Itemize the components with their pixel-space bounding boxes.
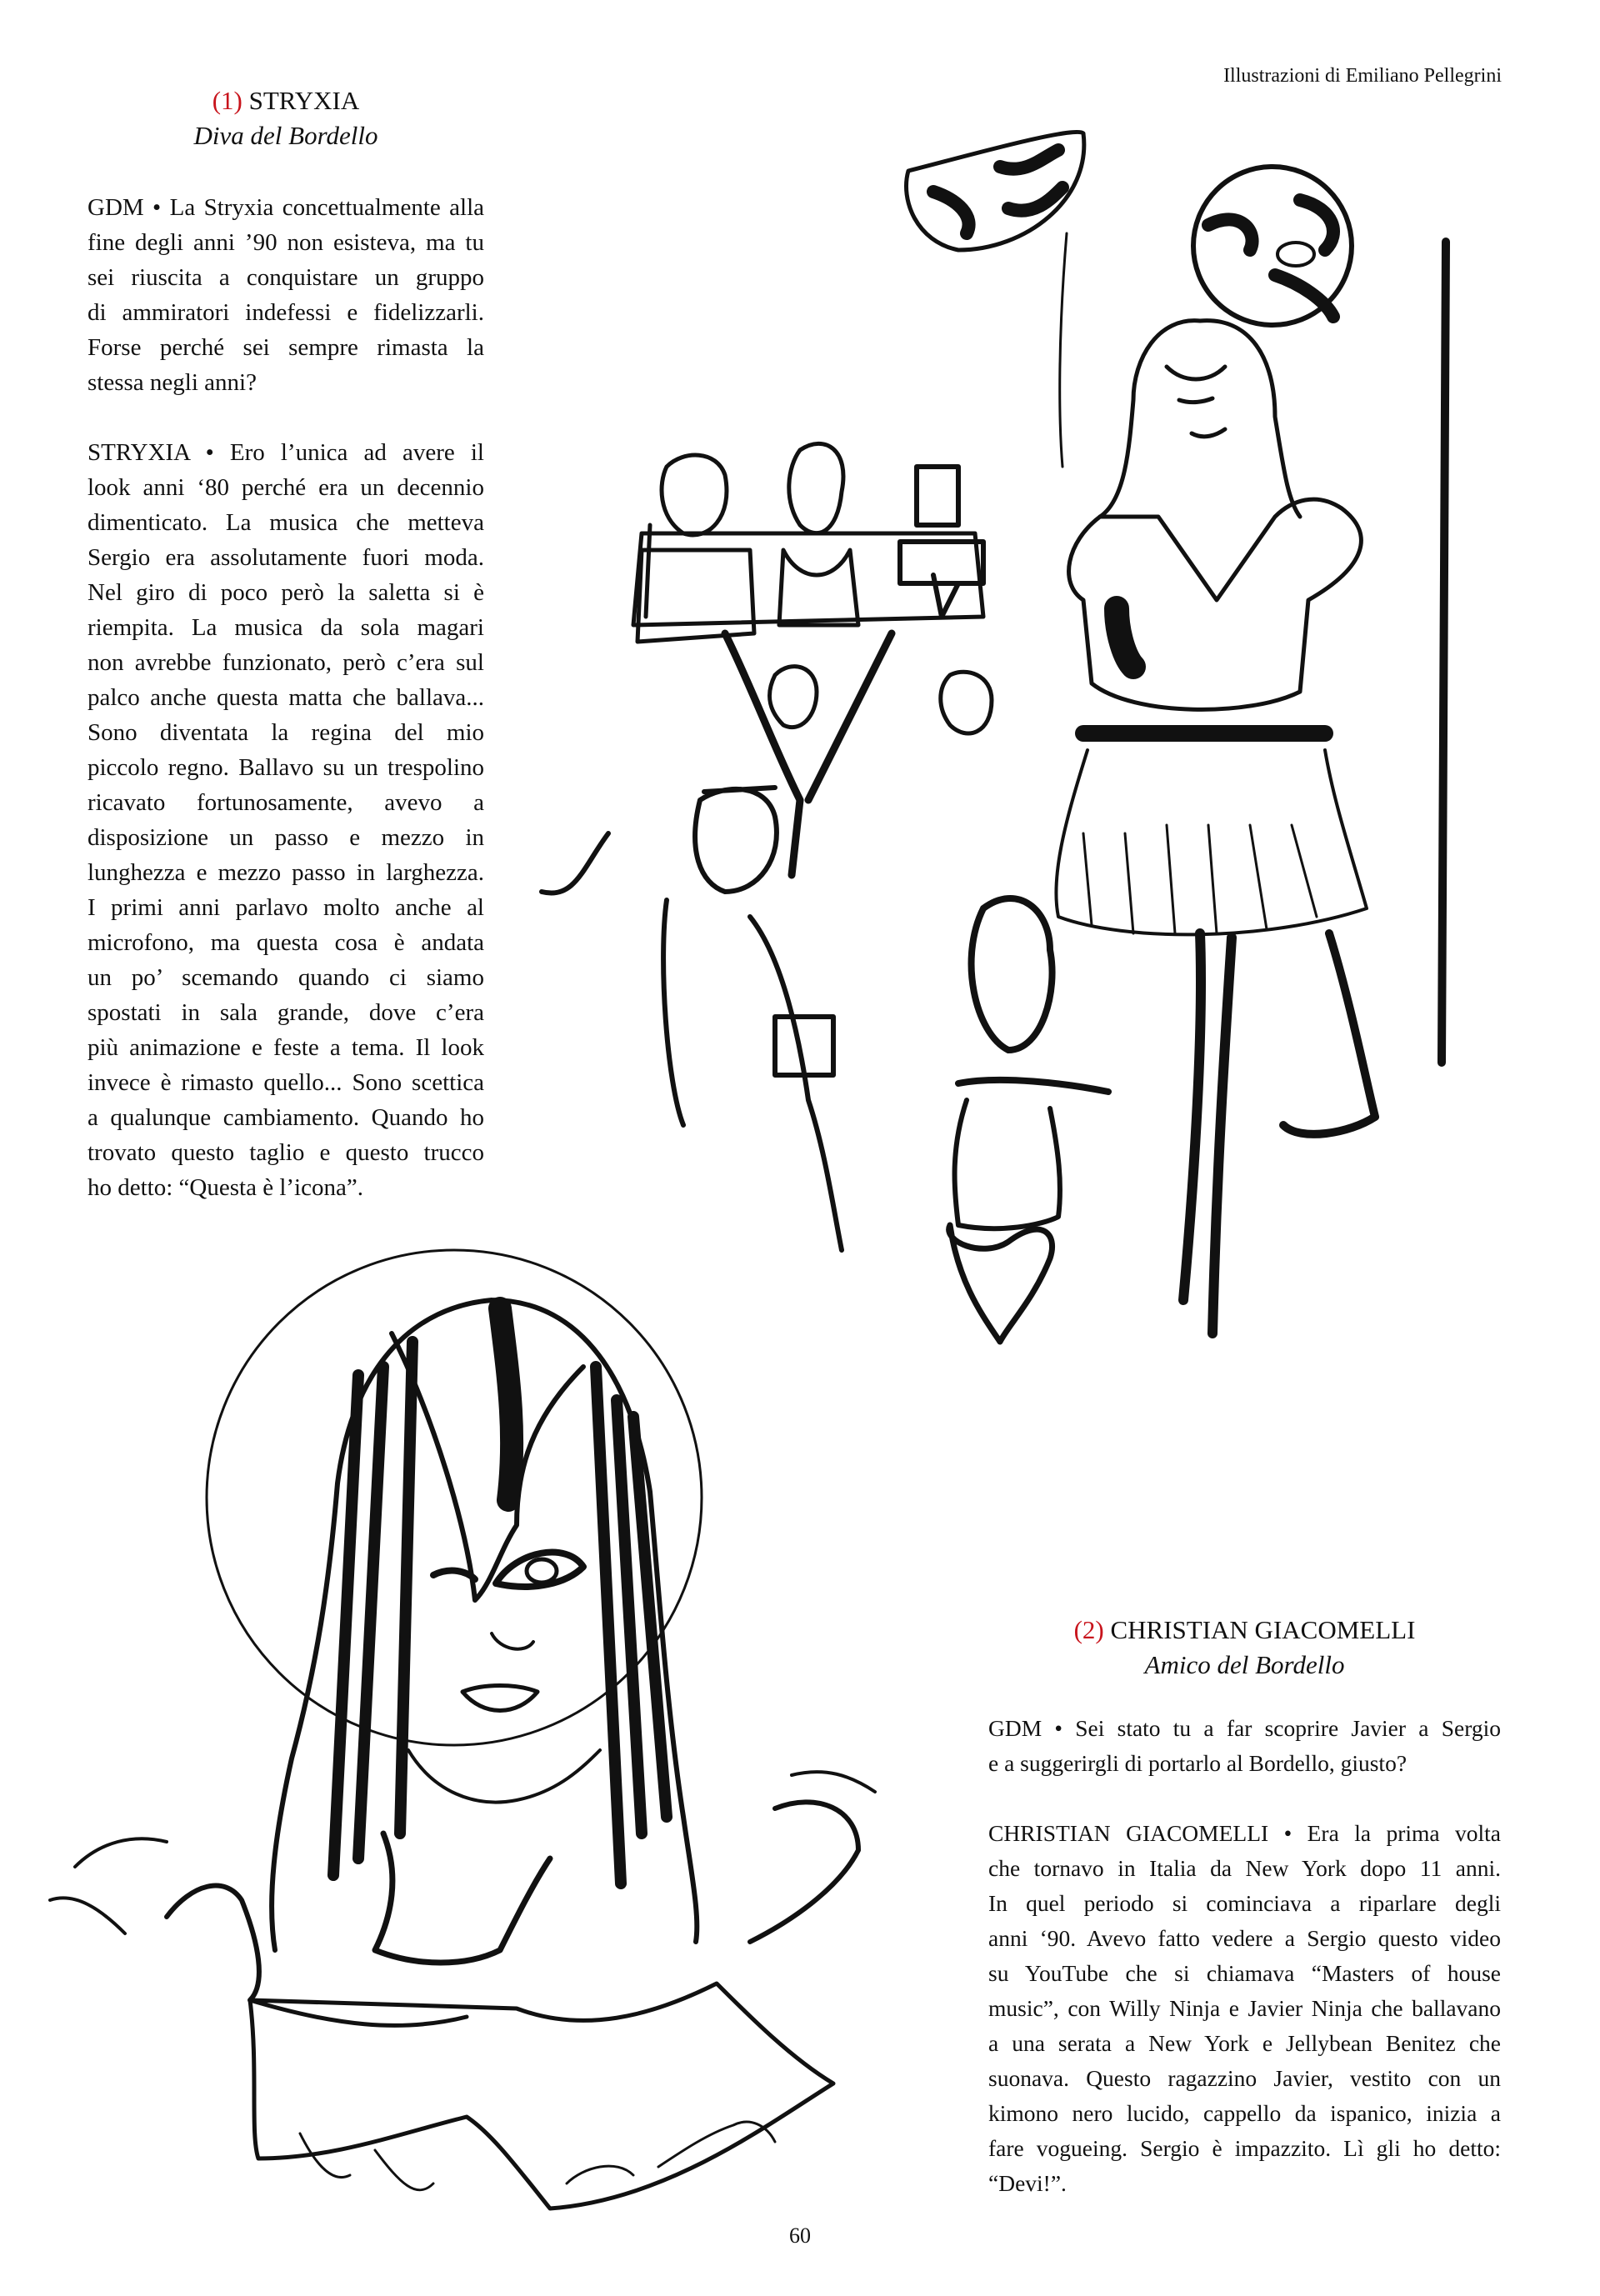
text-line: Forse perché sei sempre rimasta la bbox=[88, 334, 484, 361]
text-line: microfono, ma questa cosa è andata bbox=[88, 929, 484, 956]
text-line: kimono nero lucido, cappello da ispanico, inizia a bbox=[988, 2100, 1501, 2126]
text-line: palco anche questa matta che ballava... bbox=[88, 684, 484, 711]
text-line: suonava. Questo ragazzino Javier, vestito con un bbox=[988, 2065, 1501, 2091]
text-line: fare vogueing. Sergio è impazzito. Lì gli ho detto: bbox=[988, 2135, 1501, 2161]
text-line: piccolo regno. Ballavo su un trespolino bbox=[88, 754, 484, 781]
text-line: Sono diventata la regina del mio bbox=[88, 719, 484, 746]
illustration-credit: Illustrazioni di Emiliano Pellegrini bbox=[1223, 65, 1502, 87]
text-line: look anni ‘80 perché era un decennio bbox=[88, 474, 484, 501]
text-line: a qualunque cambiamento. Quando ho bbox=[88, 1104, 484, 1131]
text-line: non avrebbe funzionato, però c’era sul bbox=[88, 649, 484, 676]
section-2-number: (2) bbox=[1073, 1615, 1104, 1644]
text-line: Nel giro di poco però la saletta si è bbox=[88, 579, 484, 606]
text-line: che tornavo in Italia da New York dopo 11 anni. bbox=[988, 1855, 1501, 1881]
text-line: I primi anni parlavo molto anche al bbox=[88, 894, 484, 921]
text-line: spostati in sala grande, dove c’era bbox=[88, 999, 484, 1026]
text-line: anni ‘90. Avevo fatto vedere a Sergio questo video bbox=[988, 1925, 1501, 1951]
text-line: dimenticato. La musica che metteva bbox=[88, 509, 484, 536]
text-line: STRYXIA • Ero l’unica ad avere il bbox=[88, 439, 484, 466]
text-line: di ammiratori indefessi e fidelizzarli. bbox=[88, 299, 484, 326]
section-1-name: STRYXIA bbox=[248, 86, 360, 115]
text-line: stessa negli anni? bbox=[88, 369, 257, 396]
text-line: su YouTube che si chiamava “Masters of house bbox=[988, 1960, 1501, 1986]
page-number: 60 bbox=[789, 2223, 811, 2248]
text-line: GDM • La Stryxia concettualmente alla bbox=[88, 194, 484, 221]
text-line: a una serata a New York e Jellybean Benitez che bbox=[988, 2030, 1501, 2056]
text-line: disposizione un passo e mezzo in bbox=[88, 824, 484, 851]
text-line: più animazione e feste a tema. Il look bbox=[88, 1034, 484, 1061]
text-line: ho detto: “Questa è l’icona”. bbox=[88, 1174, 363, 1201]
text-line: fine degli anni ’90 non esisteva, ma tu bbox=[88, 229, 484, 256]
text-line: e a suggerirgli di portarlo al Bordello, giusto? bbox=[988, 1750, 1408, 1776]
text-line: sei riuscita a conquistare un gruppo bbox=[88, 264, 484, 291]
text-line: Sergio era assolutamente fuori moda. bbox=[88, 544, 484, 571]
text-line: invece è rimasto quello... Sono scettica bbox=[88, 1069, 484, 1096]
stryxia-portrait-illustration bbox=[50, 1250, 875, 2208]
text-line: un po’ scemando quando ci siamo bbox=[88, 964, 484, 991]
section-2-subtitle: Amico del Bordello bbox=[1144, 1650, 1345, 1679]
text-line: In quel periodo si cominciava a riparlare degli bbox=[988, 1890, 1501, 1916]
section-1-number: (1) bbox=[212, 86, 242, 115]
text-line: riempita. La musica da sola magari bbox=[88, 614, 484, 641]
text-line: “Devi!”. bbox=[988, 2170, 1067, 2196]
text-line: CHRISTIAN GIACOMELLI • Era la prima volta bbox=[988, 1820, 1501, 1846]
text-line: GDM • Sei stato tu a far scoprire Javier a Sergio bbox=[988, 1715, 1501, 1741]
text-line: music”, con Willy Ninja e Javier Ninja che ballavano bbox=[988, 1995, 1501, 2021]
text-line: ricavato fortunosamente, avevo a bbox=[88, 789, 484, 816]
text-line: trovato questo taglio e questo trucco bbox=[88, 1139, 484, 1166]
text-line: lunghezza e mezzo passo in larghezza. bbox=[88, 859, 484, 886]
club-scene-illustration bbox=[542, 132, 1446, 1342]
section-2-name: CHRISTIAN GIACOMELLI bbox=[1110, 1615, 1416, 1644]
section-1-subtitle: Diva del Bordello bbox=[193, 121, 378, 150]
